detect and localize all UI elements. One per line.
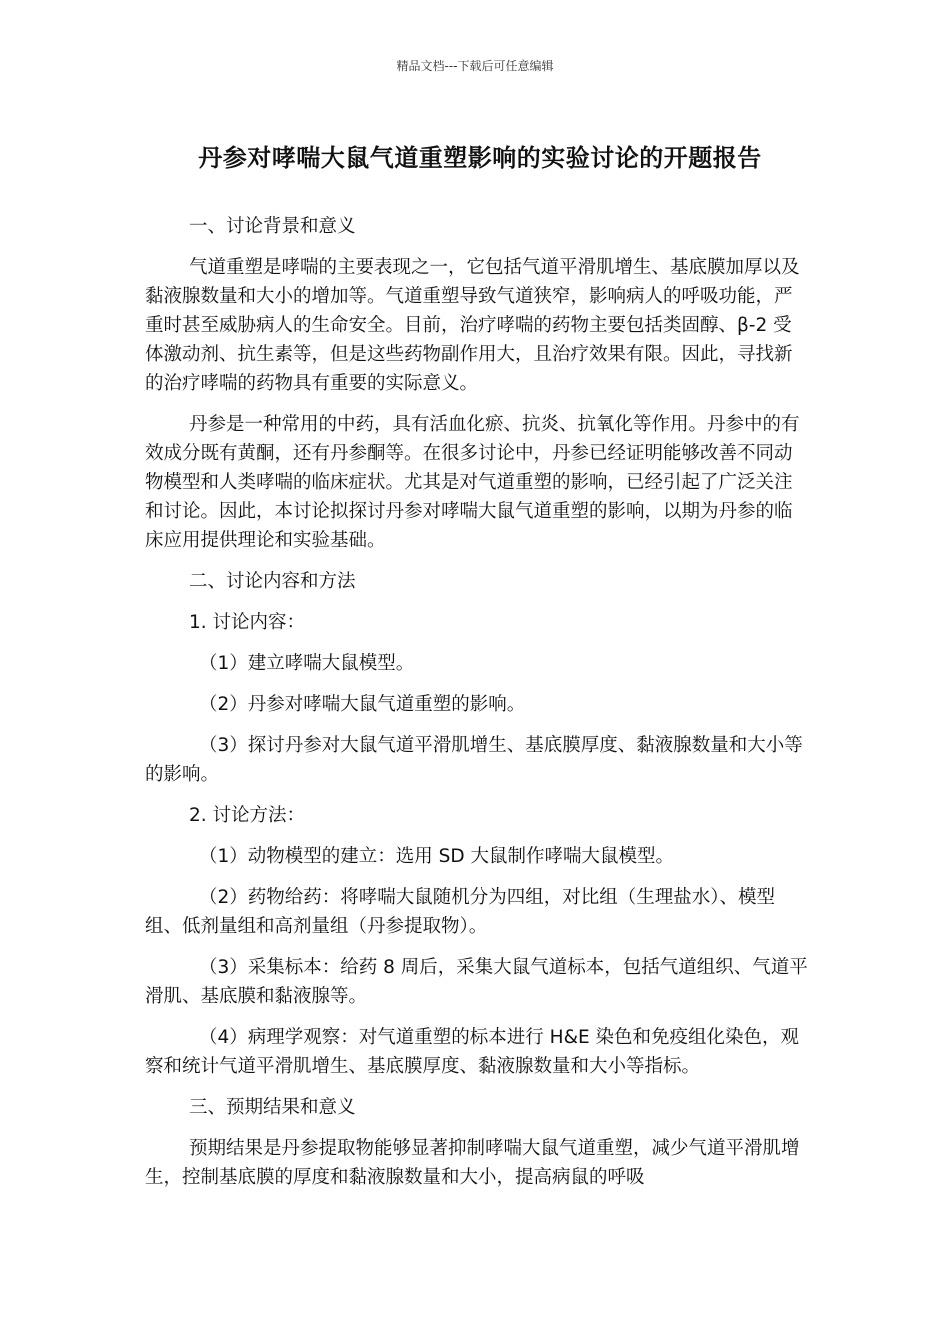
- list-item-method-3: （3）采集标本：给药 8 周后，采集大鼠气道标本，包括气道组织、气道平滑肌、基底膜和黏液腺等。: [145, 957, 808, 1007]
- section-heading-results: 三、预期结果和意义: [189, 1097, 356, 1118]
- subheading-method: 2. 讨论方法：: [189, 805, 306, 826]
- paragraph-airway-remodeling: 气道重塑是哮喘的主要表现之一，它包括气道平滑肌增生、基底膜加厚以及黏液腺数量和大小的增加等。气道重塑导致气道狭窄，影响病人的呼吸功能，严重时甚至威胁病人的生命安全。目前，治疗哮喘的药物主要包括类固醇、β-2 受体激动剂、抗生素等，但是这些药物副作用大，且治疗效果有限。因此，寻找新的治疗哮喘的药物具有重要的实际意义。: [145, 257, 800, 394]
- document-body: [145, 212, 810, 1204]
- section-heading-background: 一、讨论背景和意义: [189, 216, 356, 237]
- list-item-method-1: （1）动物模型的建立：选用 SD 大鼠制作哮喘大鼠模型。: [199, 846, 675, 867]
- paragraph-danshen-intro: 丹参是一种常用的中药，具有活血化瘀、抗炎、抗氧化等作用。丹参中的有效成分既有黄酮，还有丹参酮等。在很多讨论中，丹参已经证明能够改善不同动物模型和人类哮喘的临床症状。尤其是对气道重塑的影响，已经引起了广泛关注和讨论。因此，本讨论拟探讨丹参对哮喘大鼠气道重塑的影响，以期为丹参的临床应用提供理论和实验基础。: [145, 414, 800, 551]
- document-title: 丹参对哮喘大鼠气道重塑影响的实验讨论的开题报告: [198, 144, 762, 172]
- subheading-content: 1. 讨论内容：: [189, 612, 306, 633]
- list-item-content-3: （3）探讨丹参对大鼠气道平滑肌增生、基底膜厚度、黏液腺数量和大小等的影响。: [145, 735, 803, 785]
- section-heading-methods: 二、讨论内容和方法: [189, 571, 356, 592]
- paragraph-expected-results: 预期结果是丹参提取物能够显著抑制哮喘大鼠气道重塑，减少气道平滑肌增生，控制基底膜的厚度和黏液腺数量和大小，提高病鼠的呼吸: [145, 1138, 800, 1188]
- list-item-content-1: （1）建立哮喘大鼠模型。: [199, 653, 415, 674]
- list-item-method-2: （2）药物给药：将哮喘大鼠随机分为四组，对比组（生理盐水）、模型组、低剂量组和高剂量组（丹参提取物）。: [145, 887, 776, 937]
- header-note: 精品文档---下载后可任意编辑: [396, 59, 554, 73]
- list-item-method-4: （4）病理学观察：对气道重塑的标本进行 H&E 染色和免疫组化染色，观察和统计气道平滑肌增生、基底膜厚度、黏液腺数量和大小等指标。: [145, 1027, 800, 1077]
- list-item-content-2: （2）丹参对哮喘大鼠气道重塑的影响。: [199, 694, 526, 715]
